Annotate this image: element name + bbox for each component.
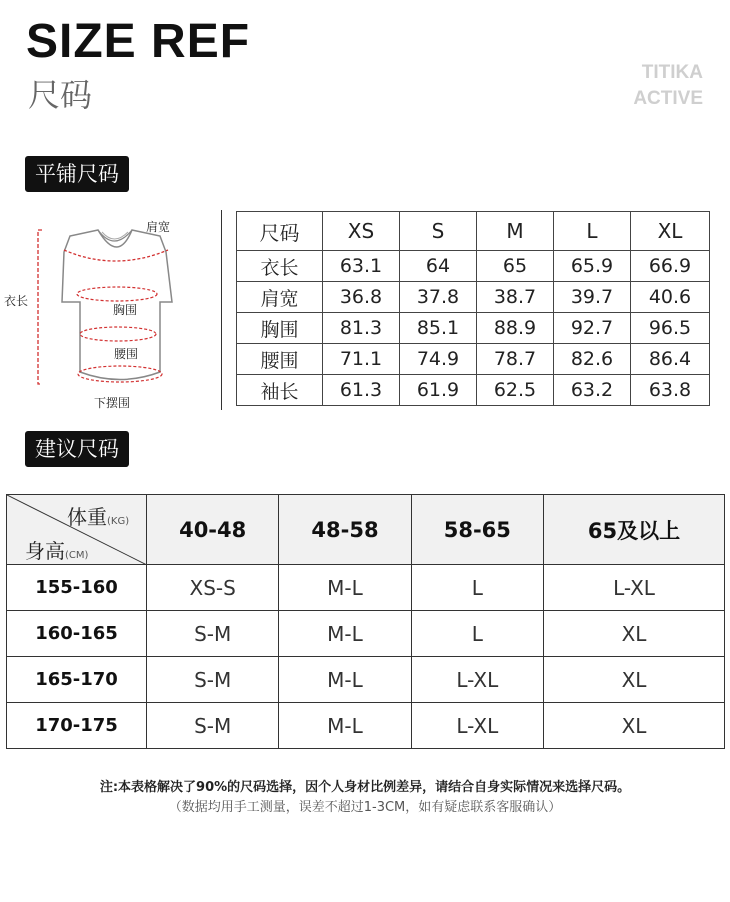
page-subtitle: 尺码 [28,76,93,114]
row-label: 肩宽 [237,282,323,313]
label-length: 衣长 [4,294,29,308]
table-cell: 65.9 [554,251,631,282]
table-cell: S-M [147,657,279,703]
label-waist: 腰围 [114,347,139,361]
note-line-1: 注:本表格解决了90%的尺码选择，因个人身材比例差异，请结合自身实际情况来选择尺码。 [99,780,631,795]
table-cell: 64 [400,251,477,282]
table-cell: 66.9 [631,251,710,282]
table-cell: 63.8 [631,375,710,406]
table-cell: XS-S [147,565,279,611]
table-cell: 74.9 [400,344,477,375]
table-cell: L-XL [411,657,543,703]
table-row [237,282,710,313]
table-row [7,657,725,703]
table-cell: M-L [279,657,411,703]
row-label: 衣长 [237,251,323,282]
section-tag-recommend: 建议尺码 [25,431,129,467]
height-range: 170-175 [7,703,147,749]
weight-range-header: 58-65 [411,495,543,565]
table-row [237,313,710,344]
header-cell: 尺码 [237,212,323,251]
table-cell: XL [543,611,724,657]
section-tag-flat: 平铺尺码 [25,156,129,192]
table-header-row [7,495,725,565]
table-cell: L-XL [411,703,543,749]
table-cell: M-L [279,611,411,657]
header-cell: S [400,212,477,251]
table-cell: 92.7 [554,313,631,344]
height-header [25,535,88,564]
divider-line [221,210,222,410]
table-cell: 61.9 [400,375,477,406]
weight-range-header: 40-48 [147,495,279,565]
table-cell: 38.7 [477,282,554,313]
table-cell: S-M [147,611,279,657]
weight-unit: (KG) [107,516,130,527]
table-cell: 85.1 [400,313,477,344]
table-cell: M-L [279,565,411,611]
flat-size-table [236,211,710,406]
height-unit: (CM) [65,550,89,561]
label-shoulder: 肩宽 [146,220,171,234]
brand-line-2: ACTIVE [633,88,703,109]
table-cell: 81.3 [323,313,400,344]
height-range: 165-170 [7,657,147,703]
row-label: 腰围 [237,344,323,375]
header-cell: XS [323,212,400,251]
header-cell: XL [631,212,710,251]
page-title: SIZE REF [26,15,251,68]
table-cell: 96.5 [631,313,710,344]
weight-range-header: 65及以上 [543,495,724,565]
label-hem: 下摆围 [94,396,131,410]
table-cell: 86.4 [631,344,710,375]
weight-range-header: 48-58 [279,495,411,565]
table-row [237,344,710,375]
table-cell: 36.8 [323,282,400,313]
height-label: 身高 [25,539,65,563]
header-cell: M [477,212,554,251]
table-cell: XL [543,703,724,749]
table-row [7,565,725,611]
brand-watermark [633,60,703,112]
table-cell: 62.5 [477,375,554,406]
weight-label: 体重 [67,505,107,529]
table-cell: M-L [279,703,411,749]
table-row [237,375,710,406]
table-cell: 40.6 [631,282,710,313]
table-row [7,611,725,657]
table-row [7,703,725,749]
garment-diagram [0,212,200,412]
tshirt-icon [0,212,200,412]
table-cell: L [411,565,543,611]
recommend-size-table [6,494,725,749]
table-cell: 65 [477,251,554,282]
table-cell: 37.8 [400,282,477,313]
table-cell: 78.7 [477,344,554,375]
height-range: 155-160 [7,565,147,611]
table-cell: XL [543,657,724,703]
table-cell: 61.3 [323,375,400,406]
table-cell: 63.1 [323,251,400,282]
table-cell: 71.1 [323,344,400,375]
height-range: 160-165 [7,611,147,657]
table-cell: L [411,611,543,657]
weight-header [67,501,129,530]
table-row [237,251,710,282]
brand-line-1: TITIKA [641,62,703,83]
row-label: 胸围 [237,313,323,344]
table-cell: 82.6 [554,344,631,375]
table-cell: 88.9 [477,313,554,344]
row-label: 袖长 [237,375,323,406]
note-line-2: （数据均用手工测量，误差不超过1-3CM，如有疑虑联系客服确认） [168,800,562,815]
table-cell: 39.7 [554,282,631,313]
table-header-row [237,212,710,251]
header-cell: L [554,212,631,251]
table-cell: 63.2 [554,375,631,406]
label-chest: 胸围 [113,303,138,317]
table-cell: S-M [147,703,279,749]
diagonal-header-cell [7,495,147,565]
table-cell: L-XL [543,565,724,611]
